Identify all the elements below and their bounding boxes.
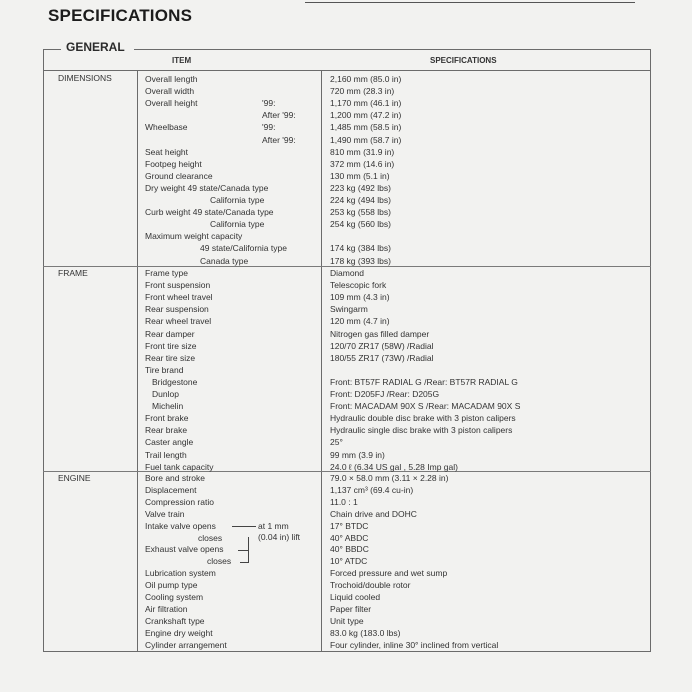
dimensions-spec-value: 2,160 mm (85.0 in) <box>330 74 402 84</box>
dimensions-spec-value: 174 kg (384 lbs) <box>330 243 391 254</box>
dimensions-spec-value: 253 kg (558 lbs) <box>330 207 391 218</box>
frame-item-label: Caster angle <box>145 437 194 448</box>
frame-top-right <box>134 49 651 50</box>
engine-item-label: Intake valve opens <box>145 520 216 531</box>
frame-spec-value: 120 mm (4.7 in) <box>330 316 390 327</box>
frame-item-label: Michelin <box>152 401 184 412</box>
frame-item-label: Front suspension <box>145 280 211 291</box>
category-dimensions: DIMENSIONS <box>58 73 112 83</box>
bracket-exhaust-close <box>240 562 249 563</box>
frame-item-label: Rear wheel travel <box>145 316 212 327</box>
frame-spec-value: 99 mm (3.9 in) <box>330 449 385 460</box>
valve-note-line1: at 1 mm <box>258 521 289 531</box>
dimensions-item-label: Curb weight 49 state/Canada type <box>145 207 274 218</box>
engine-spec-value: 10° ATDC <box>330 556 368 567</box>
frame-item-label: Trail length <box>145 449 187 460</box>
dimensions-item-sub: '99: <box>262 122 276 133</box>
section-title: GENERAL <box>66 40 125 54</box>
frame-item-label: Rear tire size <box>145 352 196 363</box>
frame-item-label: Rear brake <box>145 425 188 436</box>
engine-item-label: Bore and stroke <box>145 473 206 483</box>
dimensions-item-label: 49 state/California type <box>200 243 287 254</box>
engine-spec-value: Forced pressure and wet sump <box>330 568 448 579</box>
frame-item-label: Dunlop <box>152 389 179 399</box>
engine-item-label: Cooling system <box>145 592 204 602</box>
frame-spec-value: Nitrogen gas filled damper <box>330 328 430 339</box>
frame-item-label: Front brake <box>145 413 189 424</box>
dimensions-spec-value: 223 kg (492 lbs) <box>330 182 391 193</box>
engine-spec-value: 83.0 kg (183.0 lbs) <box>330 627 401 638</box>
top-divider <box>305 2 635 3</box>
dimensions-item-label: Overall height <box>145 98 198 109</box>
engine-spec-value: Trochoid/double rotor <box>330 580 411 591</box>
engine-spec-value: 40° BBDC <box>330 544 369 555</box>
engine-item-label: Oil pump type <box>145 580 198 591</box>
engine-spec-value: 1,137 cm³ (69.4 cu-in) <box>330 484 414 495</box>
dimensions-item-sub: '99: <box>262 98 276 109</box>
engine-item-label: Cylinder arrangement <box>145 639 227 650</box>
engine-spec-value: Unit type <box>330 615 364 626</box>
dimensions-item-label: Dry weight 49 state/Canada type <box>145 182 269 193</box>
frame-spec-value: 120/70 ZR17 (58W) /Radial <box>330 340 434 351</box>
frame-item-label: Bridgestone <box>152 376 198 387</box>
frame-spec-value: Hydraulic single disc brake with 3 piston calipers <box>330 425 513 436</box>
header-item: ITEM <box>172 56 192 65</box>
frame-spec-value: 24.0 ℓ (6.34 US gal , 5.28 Imp gal) <box>330 461 458 472</box>
engine-spec-value: Chain drive and DOHC <box>330 508 417 519</box>
dimensions-item-sub: After '99: <box>262 110 296 121</box>
dimensions-item-label: California type <box>210 219 265 230</box>
frame-spec-value: Front: BT57F RADIAL G /Rear: BT57R RADIAL G <box>330 376 518 387</box>
dimensions-spec-value: 1,485 mm (58.5 in) <box>330 122 402 133</box>
engine-spec-value: Liquid cooled <box>330 592 381 602</box>
frame-spec-value: 109 mm (4.3 in) <box>330 292 390 303</box>
category-frame: FRAME <box>58 268 88 278</box>
header-specifications: SPECIFICATIONS <box>430 56 497 65</box>
dimensions-item-label: Footpeg height <box>145 158 202 169</box>
frame-spec-value: Diamond <box>330 268 365 278</box>
engine-item-label: Air filtration <box>145 603 188 614</box>
category-engine: ENGINE <box>58 473 91 483</box>
column-divider-2 <box>321 70 322 652</box>
dimensions-item-sub: After '99: <box>262 134 296 145</box>
dimensions-spec-value: 178 kg (393 lbs) <box>330 255 391 266</box>
dimensions-item-label: Wheelbase <box>145 122 188 133</box>
engine-item-label: closes <box>207 556 232 567</box>
engine-item-label: closes <box>198 532 223 543</box>
frame-spec-value: Swingarm <box>330 304 368 315</box>
bracket-exhaust <box>238 550 248 551</box>
frame-item-label: Front tire size <box>145 340 197 351</box>
engine-spec-value: Paper filter <box>330 603 372 614</box>
frame-item-label: Front wheel travel <box>145 292 213 303</box>
dimensions-spec-value: 224 kg (494 lbs) <box>330 195 391 205</box>
dimensions-item-label: Overall width <box>145 86 195 97</box>
dimensions-item-label: Maximum weight capacity <box>145 231 243 242</box>
frame-spec-value: Front: MACADAM 90X S /Rear: MACADAM 90X S <box>330 401 521 412</box>
dimensions-spec-value: 1,200 mm (47.2 in) <box>330 110 402 121</box>
dimensions-spec-value: 720 mm (28.3 in) <box>330 86 395 97</box>
frame-spec-value: 25° <box>330 437 343 448</box>
frame-top-left <box>43 49 61 50</box>
dimensions-spec-value: 254 kg (560 lbs) <box>330 219 391 230</box>
frame-item-label: Rear suspension <box>145 304 209 315</box>
frame-spec-value: Telescopic fork <box>330 280 387 291</box>
frame-item-label: Fuel tank capacity <box>145 461 214 472</box>
engine-spec-value: 11.0 : 1 <box>330 496 358 507</box>
frame-item-label: Frame type <box>145 268 188 278</box>
engine-spec-value: 40° ABDC <box>330 532 369 543</box>
header-divider <box>43 70 651 71</box>
engine-item-label: Valve train <box>145 508 185 519</box>
page-title: SPECIFICATIONS <box>48 6 193 25</box>
dimensions-item-label: Seat height <box>145 146 189 157</box>
dimensions-item-label: Ground clearance <box>145 170 213 181</box>
frame-spec-value: Front: D205FJ /Rear: D205G <box>330 389 440 399</box>
section-divider-frame <box>43 266 651 267</box>
dimensions-item-label: Overall length <box>145 74 198 84</box>
frame-item-label: Tire brand <box>145 364 184 375</box>
engine-spec-value: Four cylinder, inline 30° inclined from vertical <box>330 639 499 650</box>
dimensions-spec-value: 810 mm (31.9 in) <box>330 146 395 157</box>
dimensions-spec-value: 1,490 mm (58.7 in) <box>330 134 402 145</box>
engine-item-label: Crankshaft type <box>145 615 205 626</box>
bracket-vertical <box>248 537 249 563</box>
valve-note-line2: (0.04 in) lift <box>258 532 301 542</box>
dimensions-item-label: California type <box>210 195 265 205</box>
engine-item-label: Compression ratio <box>145 496 214 507</box>
frame-spec-value: Hydraulic double disc brake with 3 piston calipers <box>330 413 516 424</box>
engine-spec-value: 79.0 × 58.0 mm (3.11 × 2.28 in) <box>330 473 449 483</box>
frame-spec-value: 180/55 ZR17 (73W) /Radial <box>330 352 434 363</box>
engine-spec-value: 17° BTDC <box>330 520 369 531</box>
engine-item-label: Displacement <box>145 484 197 495</box>
dimensions-spec-value: 1,170 mm (46.1 in) <box>330 98 402 109</box>
engine-item-label: Engine dry weight <box>145 627 213 638</box>
engine-item-label: Exhaust valve opens <box>145 544 224 555</box>
bracket-intake <box>232 526 256 527</box>
dimensions-item-label: Canada type <box>200 255 249 266</box>
dimensions-spec-value: 372 mm (14.6 in) <box>330 158 395 169</box>
dimensions-spec-value: 130 mm (5.1 in) <box>330 170 390 181</box>
engine-item-label: Lubrication system <box>145 568 216 579</box>
frame-item-label: Rear damper <box>145 328 195 339</box>
column-divider-1 <box>137 70 138 652</box>
